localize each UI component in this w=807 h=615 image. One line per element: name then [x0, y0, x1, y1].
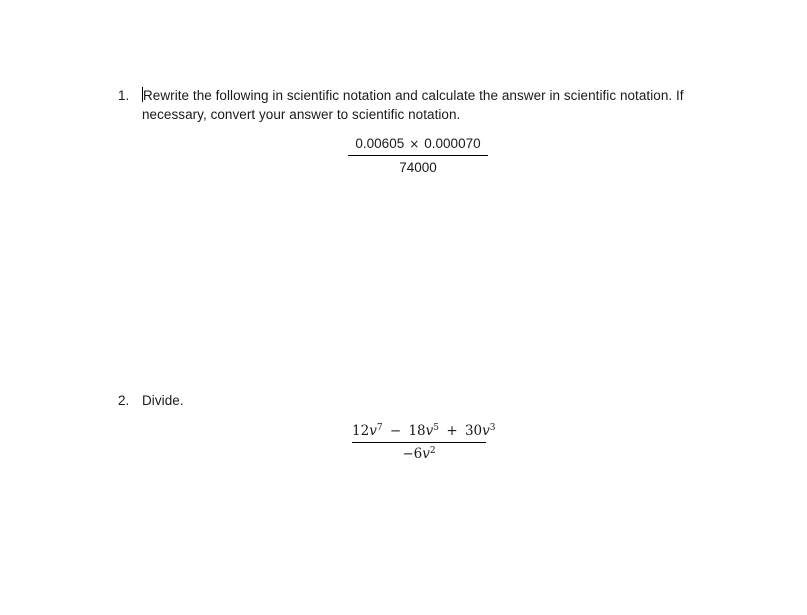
question-2-text[interactable]: Divide. [142, 393, 184, 408]
term-2-variable: v [425, 423, 434, 439]
question-2-fraction [352, 423, 496, 463]
denominator-exponent: 2 [429, 446, 436, 456]
question-1-denominator: 74000 [399, 160, 437, 175]
term-2-coefficient: 18 [408, 423, 426, 439]
question-1-line-2: necessary, convert your answer to scientific notation. [142, 107, 461, 122]
numerator-value-b: 0.000070 [424, 136, 481, 151]
term-2-exponent: 5 [433, 423, 440, 433]
term-1-variable: v [369, 423, 377, 439]
plus-operator: + [446, 423, 458, 439]
term-3-coefficient: 30 [464, 423, 483, 439]
times-symbol: × [409, 137, 420, 151]
term-3-exponent: 3 [489, 423, 496, 433]
term-1-coefficient: 12 [352, 423, 370, 439]
numerator-value-a: 0.00605 [355, 136, 405, 151]
minus-operator: − [389, 423, 402, 439]
question-2-number: 2. [118, 393, 130, 408]
question-1-fraction [348, 135, 488, 176]
fraction-bar [348, 155, 488, 156]
denominator-variable: v [422, 446, 430, 462]
term-1-exponent: 7 [376, 423, 383, 433]
fraction-bar [352, 442, 486, 443]
question-2-denominator [352, 446, 486, 463]
question-2-numerator [352, 423, 496, 440]
term-3-variable: v [482, 423, 490, 439]
question-1-line-1: Rewrite the following in scientific notation and calculate the answer in scientific notation. If [143, 88, 684, 103]
question-1-numerator [348, 135, 488, 153]
denominator-coefficient: −6 [402, 446, 423, 462]
question-1-number: 1. [118, 88, 130, 103]
question-1-text[interactable] [142, 86, 684, 124]
